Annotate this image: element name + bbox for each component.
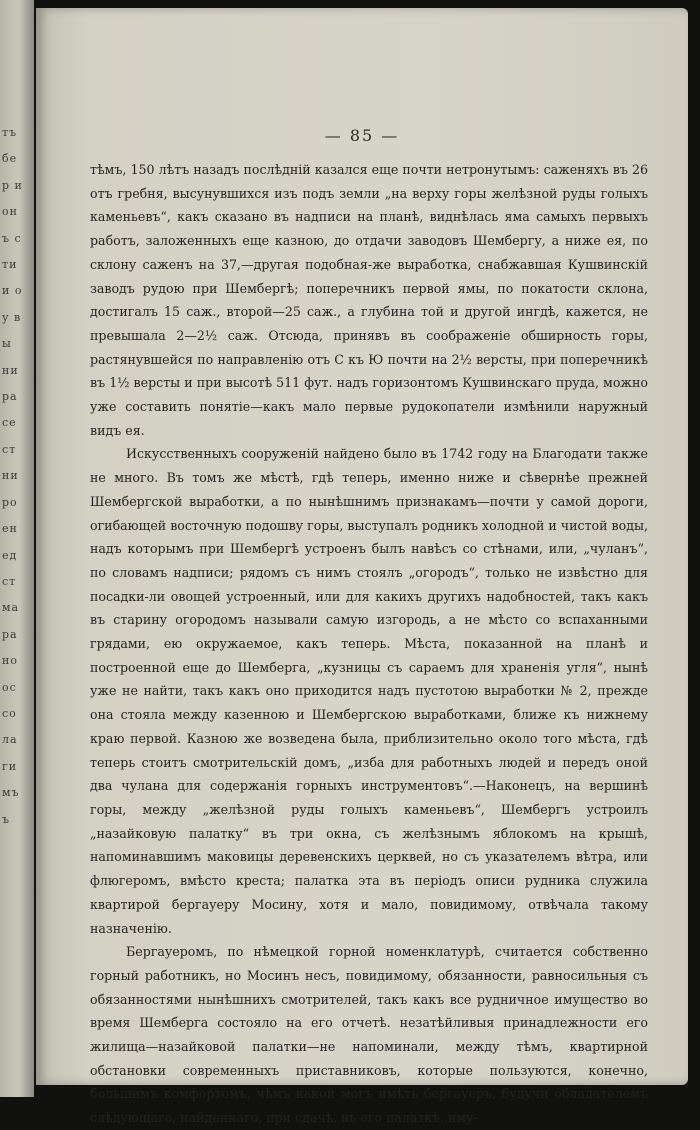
paragraph-2: Искусственныхъ сооруженій найдено было въ 1742 году на Благодати также не много. Въ томъ же мѣстѣ, гдѣ теперь, именно ниже и сѣвернѣе прежней Шембергской выработки, а по нынѣшнимъ признакамъ—почти у самой дороги, огибающей восточную подошву горы, выступалъ родникъ холодной и чистой воды, надъ которымъ при Шембергѣ устроенъ былъ навѣсъ со стѣнами, или, „чуланъ“, по словамъ надписи; рядомъ съ нимъ стоялъ „огородъ“, только не извѣстно для посадки-ли овощей устроенный, или для какихъ другихъ надобностей, такъ какъ въ старину огородомъ называли самую изгородь, а не мѣсто со вспаханными грядами, ею окружаемое, какъ теперь. Мѣста, показанной на планѣ и построенной еще до Шемберга, „кузницы съ сараемъ для храненія угля“, нынѣ уже не найти, такъ какъ оно приходится надъ пустотою выработки № 2, прежде она стояла между казенною и Шембергскою выработками, ближе къ нижнему краю первой. Казною же возведена была, приблизительно около того мѣста, гдѣ теперь стоитъ смотрительскій домъ, „изба для работныхъ людей и передъ оной два чулана для содержанія горныхъ инструментовъ“.—Наконецъ, на вершинѣ горы, между „желѣзной руды голыхъ каменьевъ“, Шембергъ устроилъ „назайковую палатку“ въ три окна, съ желѣзнымъ яблокомъ на крышѣ, напоминавшимъ маковицы деревенскихъ церквей, но съ указателемъ вѣтра, или флюгеромъ, вмѣсто креста; палатка эта въ періодъ описи рудника служила квартирой бергауеру Мосину, хотя и мало, повидимому, отвѣчала такому назначенію.	[90, 446, 648, 936]
page-number: — 85 —	[324, 126, 400, 145]
facing-page-text: тъ бер и онъ сти и оу вы ни ра се ст ни ро ен ед ст ма ра но ос со ла ги мъ ъ	[2, 126, 23, 826]
paragraph-3: Бергауеромъ, по нѣмецкой горной номенклатурѣ, считается собственно горный работникъ, но Мосинъ несъ, повидимому, обязанности, равносильныя съ обязанностями нынѣшнихъ смотрителей, такъ какъ все рудничное имущество во время Шемберга состояло на его отчетѣ. незатѣйливыя принадлежности его жилища—назайковой палатки—не напоминали, между тѣмъ, квартирной обстановки современныхъ приставниковъ, которые пользуются, конечно, большимъ комфортомъ, чѣмъ какой могъ имѣть бергауеръ, будучи обладателемъ слѣдующаго, найденнаго, при сдачѣ, въ его палаткѣ, иму-	[90, 944, 648, 1126]
paragraph-1: тѣмъ, 150 лѣтъ назадъ послѣдній казался еще почти нетронутымъ: саженяхъ въ 26 отъ гребня, высунувшихся изъ подъ земли „на верху горы желѣзной руды голыхъ каменьевъ“, какъ сказано въ надписи на планѣ, виднѣлась яма самыхъ первыхъ работъ, заложенныхъ еще казною, до отдачи заводовъ Шембергу, а ниже ея, по склону саженъ на 37,—другая подобная-же выработка, снабжавшая Кушвинскій заводъ рудою при Шембергѣ; поперечникъ первой ямы, по покатости склона, достигалъ 15 саж., второй—25 саж., а глубина той и другой ингдѣ, кажется, не превышала 2—2½ саж. Отсюда, принявъ въ соображеніе обширность горы, растянувшейся по направленію отъ С къ Ю почти на 2½ версты, при поперечникѣ въ 1½ версты и при высотѣ 511 фут. надъ горизонтомъ Кушвинскаго пруда, можно уже составить понятіе—какъ мало первые рудокопатели измѣнили наружный видъ ея.	[90, 162, 648, 438]
facing-page-edge	[0, 0, 34, 1097]
book-page	[36, 8, 688, 1126]
page-body	[90, 158, 648, 1130]
